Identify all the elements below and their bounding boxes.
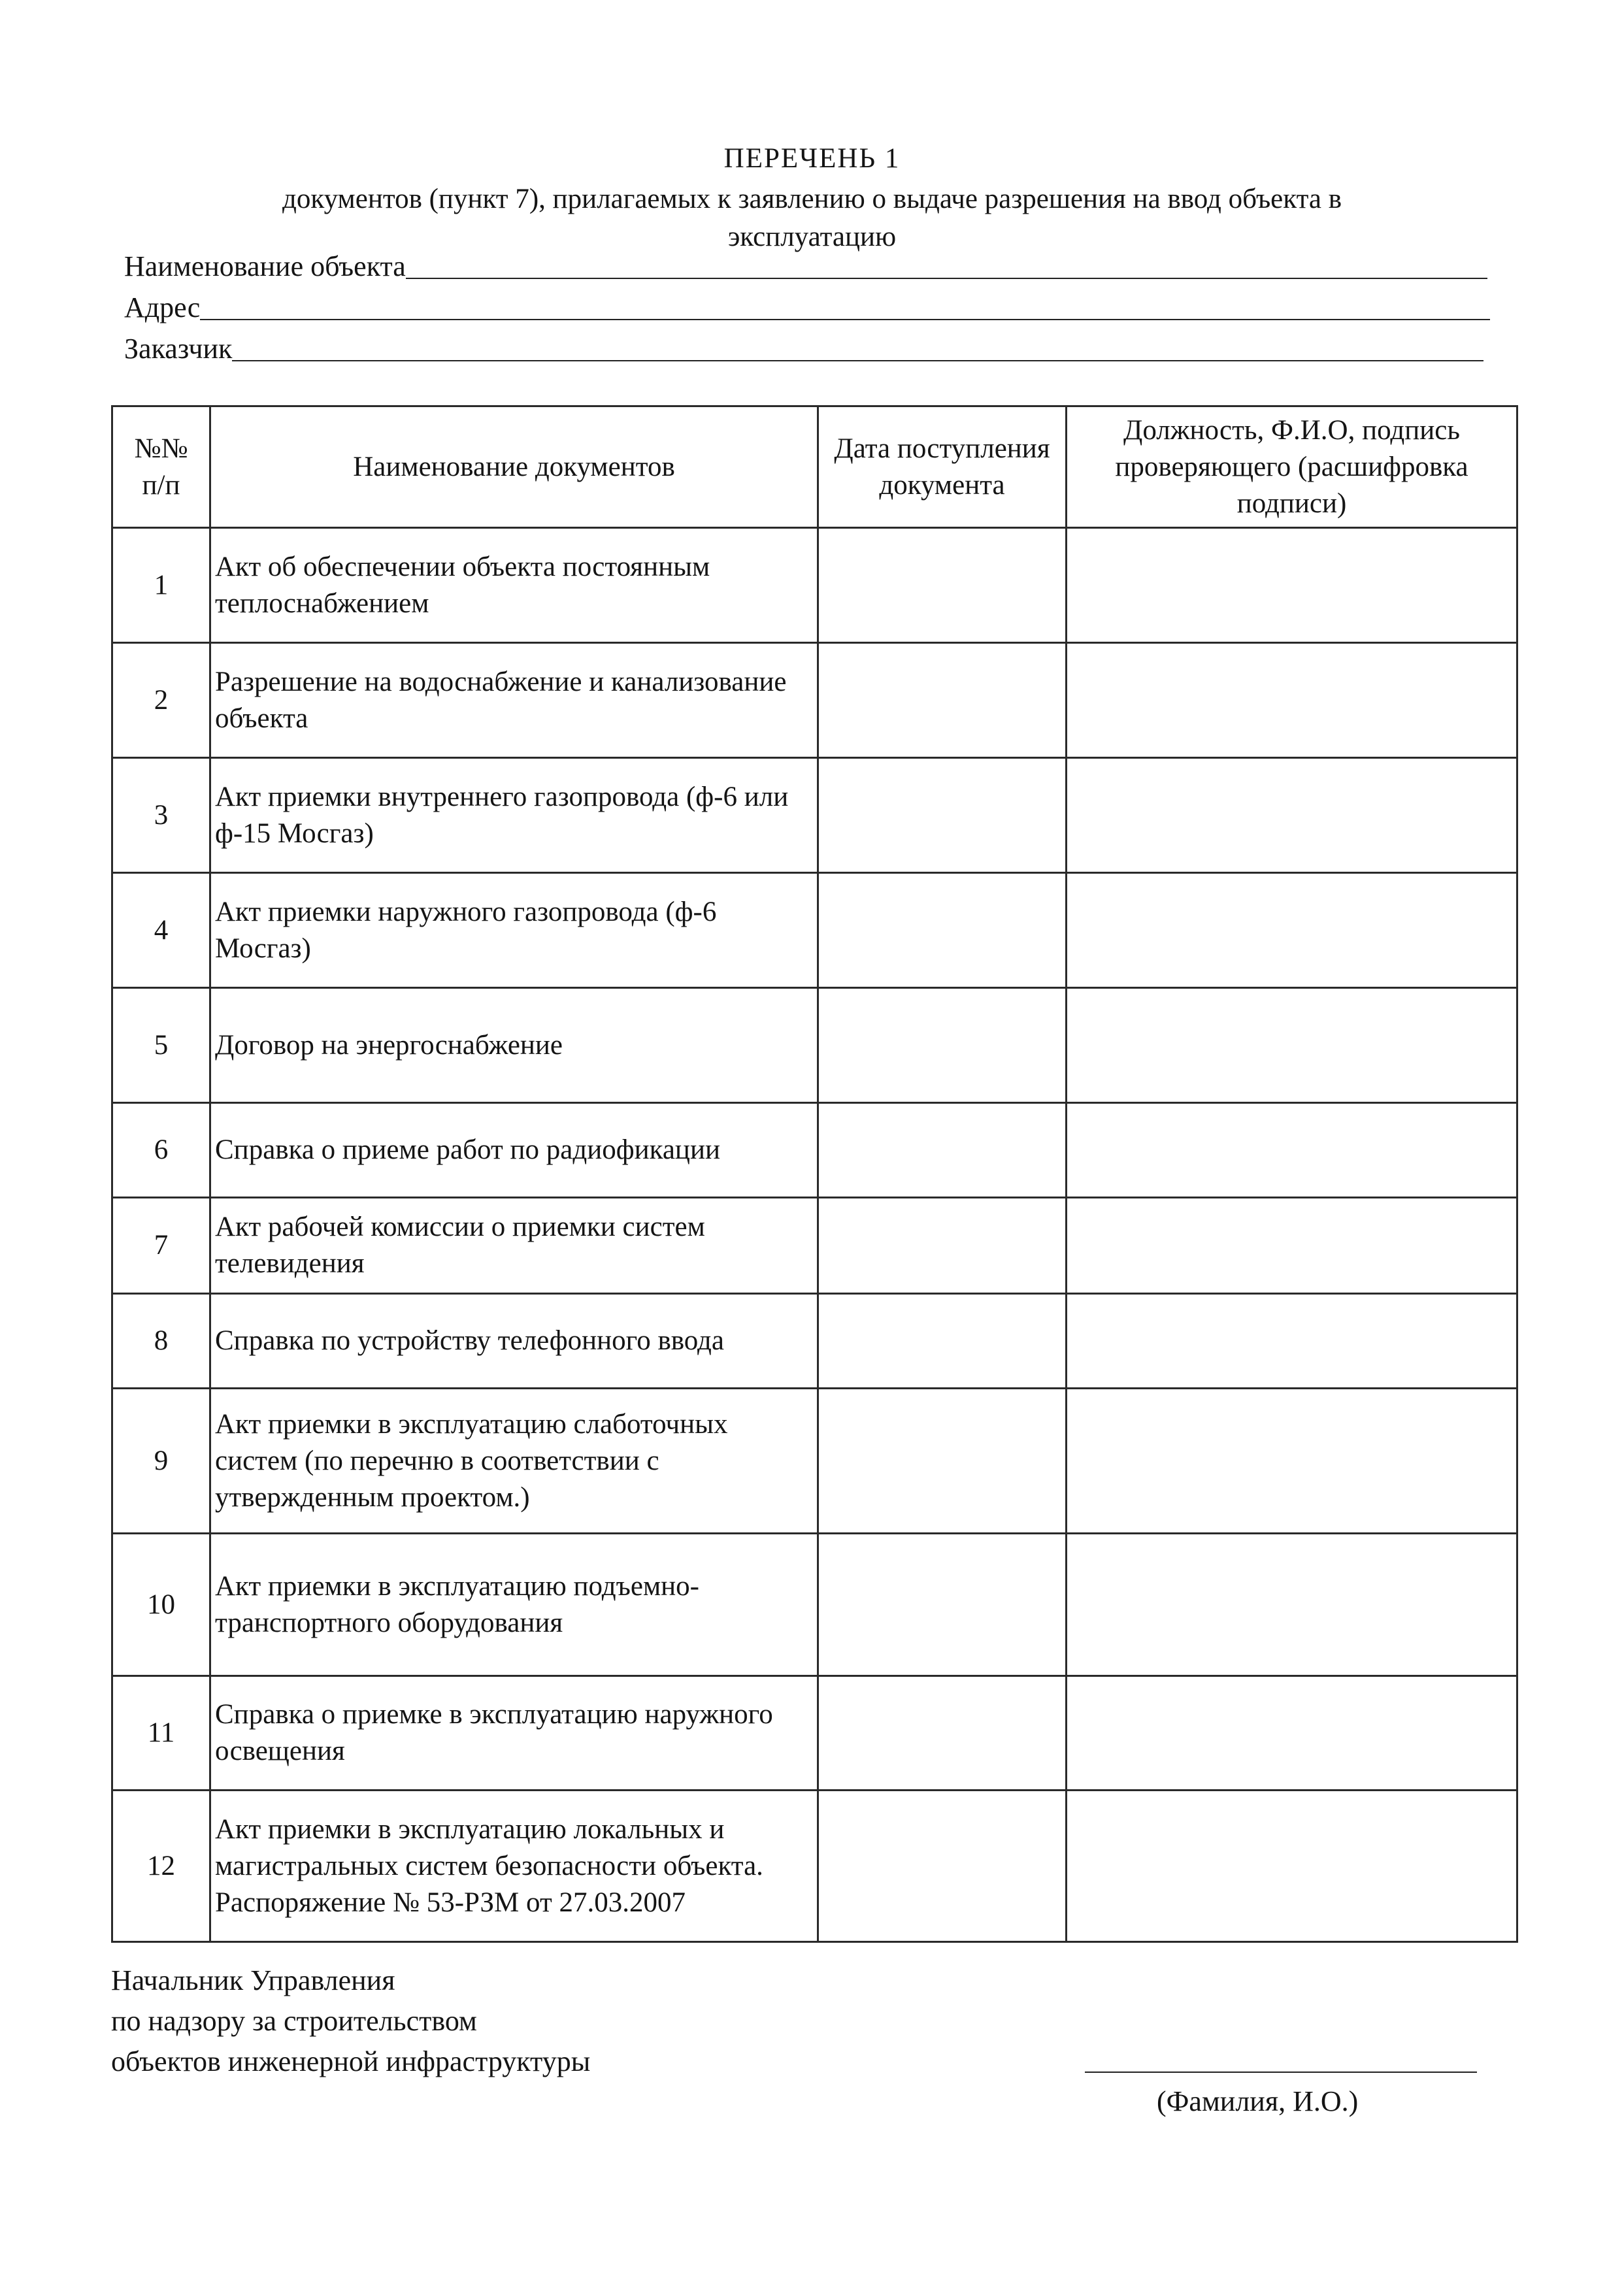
object-name-line[interactable] xyxy=(406,252,1487,279)
header-num: №№ п/п xyxy=(112,406,210,528)
row-signature-cell[interactable] xyxy=(1067,988,1517,1103)
row-signature-cell[interactable] xyxy=(1067,643,1517,758)
signatory-block xyxy=(111,1960,590,2082)
row-signature-cell[interactable] xyxy=(1067,528,1517,643)
row-date-cell[interactable] xyxy=(818,1389,1067,1534)
row-doc-name: Акт об обеспечении объекта постоянным теплоснабжением xyxy=(210,528,818,643)
signatory-line-2: по надзору за строительством xyxy=(111,2005,477,2037)
table-row xyxy=(112,1103,1517,1198)
row-doc-name: Справка о приемке в эксплуатацию наружного освещения xyxy=(210,1676,818,1791)
header-position: Должность, Ф.И.О, подпись проверяющего (расшифровка подписи) xyxy=(1067,406,1517,528)
row-doc-name: Справка по устройству телефонного ввода xyxy=(210,1294,818,1389)
row-date-cell[interactable] xyxy=(818,1534,1067,1676)
row-signature-cell[interactable] xyxy=(1067,1198,1517,1294)
customer-label: Заказчик xyxy=(124,333,233,365)
row-signature-cell[interactable] xyxy=(1067,1294,1517,1389)
row-doc-name: Договор на энергоснабжение xyxy=(210,988,818,1103)
object-name-field xyxy=(124,250,1487,283)
row-signature-cell[interactable] xyxy=(1067,1103,1517,1198)
object-name-label: Наименование объекта xyxy=(124,250,406,282)
row-date-cell[interactable] xyxy=(818,758,1067,873)
customer-line[interactable] xyxy=(232,334,1483,361)
header-date: Дата поступления документа xyxy=(818,406,1067,528)
row-doc-name: Акт приемки внутреннего газопровода (ф-6 или ф-15 Мосгаз) xyxy=(210,758,818,873)
table-row xyxy=(112,873,1517,988)
address-line[interactable] xyxy=(200,293,1490,320)
row-doc-name: Акт рабочей комиссии о приемки систем телевидения xyxy=(210,1198,818,1294)
row-doc-name: Справка о приеме работ по радиофикации xyxy=(210,1103,818,1198)
table-row xyxy=(112,1676,1517,1791)
row-signature-cell[interactable] xyxy=(1067,1534,1517,1676)
row-num: 1 xyxy=(112,528,210,643)
customer-field xyxy=(124,332,1483,365)
signature-line[interactable] xyxy=(1085,2072,1477,2073)
row-signature-cell[interactable] xyxy=(1067,1791,1517,1942)
row-num: 5 xyxy=(112,988,210,1103)
row-num: 9 xyxy=(112,1389,210,1534)
subtitle-line-2: эксплуатацию xyxy=(727,222,897,252)
row-doc-name: Акт приемки наружного газопровода (ф-6 Мосгаз) xyxy=(210,873,818,988)
row-signature-cell[interactable] xyxy=(1067,758,1517,873)
row-doc-name: Акт приемки в эксплуатацию слаботочных систем (по перечню в соответствии с утвержденным проектом.) xyxy=(210,1389,818,1534)
document-title: ПЕРЕЧЕНЬ 1 xyxy=(723,143,901,174)
address-label: Адрес xyxy=(124,291,201,323)
table-row xyxy=(112,1791,1517,1942)
row-num: 4 xyxy=(112,873,210,988)
row-date-cell[interactable] xyxy=(818,1676,1067,1791)
row-signature-cell[interactable] xyxy=(1067,873,1517,988)
table-row xyxy=(112,1534,1517,1676)
table-row xyxy=(112,988,1517,1103)
signature-caption: (Фамилия, И.О.) xyxy=(1157,2085,1359,2117)
table-row xyxy=(112,643,1517,758)
row-num: 2 xyxy=(112,643,210,758)
signatory-line-1: Начальник Управления xyxy=(111,1964,395,1996)
row-date-cell[interactable] xyxy=(818,528,1067,643)
row-num: 6 xyxy=(112,1103,210,1198)
row-date-cell[interactable] xyxy=(818,1198,1067,1294)
table-header-row xyxy=(112,406,1517,528)
row-signature-cell[interactable] xyxy=(1067,1676,1517,1791)
row-num: 8 xyxy=(112,1294,210,1389)
table-row xyxy=(112,1294,1517,1389)
table-row xyxy=(112,528,1517,643)
signatory-line-3: объектов инженерной инфраструктуры xyxy=(111,2045,591,2077)
row-date-cell[interactable] xyxy=(818,1103,1067,1198)
table-row xyxy=(112,1389,1517,1534)
address-field xyxy=(124,291,1490,324)
row-date-cell[interactable] xyxy=(818,1791,1067,1942)
row-doc-name: Акт приемки в эксплуатацию локальных и магистральных систем безопасности объекта. Распоряжение № 53-РЗМ от 27.03.2007 xyxy=(210,1791,818,1942)
row-date-cell[interactable] xyxy=(818,873,1067,988)
row-num: 7 xyxy=(112,1198,210,1294)
document-subtitle xyxy=(0,180,1624,256)
row-signature-cell[interactable] xyxy=(1067,1389,1517,1534)
documents-table xyxy=(111,405,1518,1943)
row-date-cell[interactable] xyxy=(818,643,1067,758)
row-doc-name: Разрешение на водоснабжение и канализование объекта xyxy=(210,643,818,758)
subtitle-line-1: документов (пункт 7), прилагаемых к заявлению о выдаче разрешения на ввод объекта в xyxy=(282,184,1342,214)
header-name: Наименование документов xyxy=(210,406,818,528)
row-num: 3 xyxy=(112,758,210,873)
table-row xyxy=(112,758,1517,873)
row-num: 11 xyxy=(112,1676,210,1791)
row-num: 10 xyxy=(112,1534,210,1676)
table-row xyxy=(112,1198,1517,1294)
row-num: 12 xyxy=(112,1791,210,1942)
row-doc-name: Акт приемки в эксплуатацию подъемно-транспортного оборудования xyxy=(210,1534,818,1676)
row-date-cell[interactable] xyxy=(818,988,1067,1103)
row-date-cell[interactable] xyxy=(818,1294,1067,1389)
